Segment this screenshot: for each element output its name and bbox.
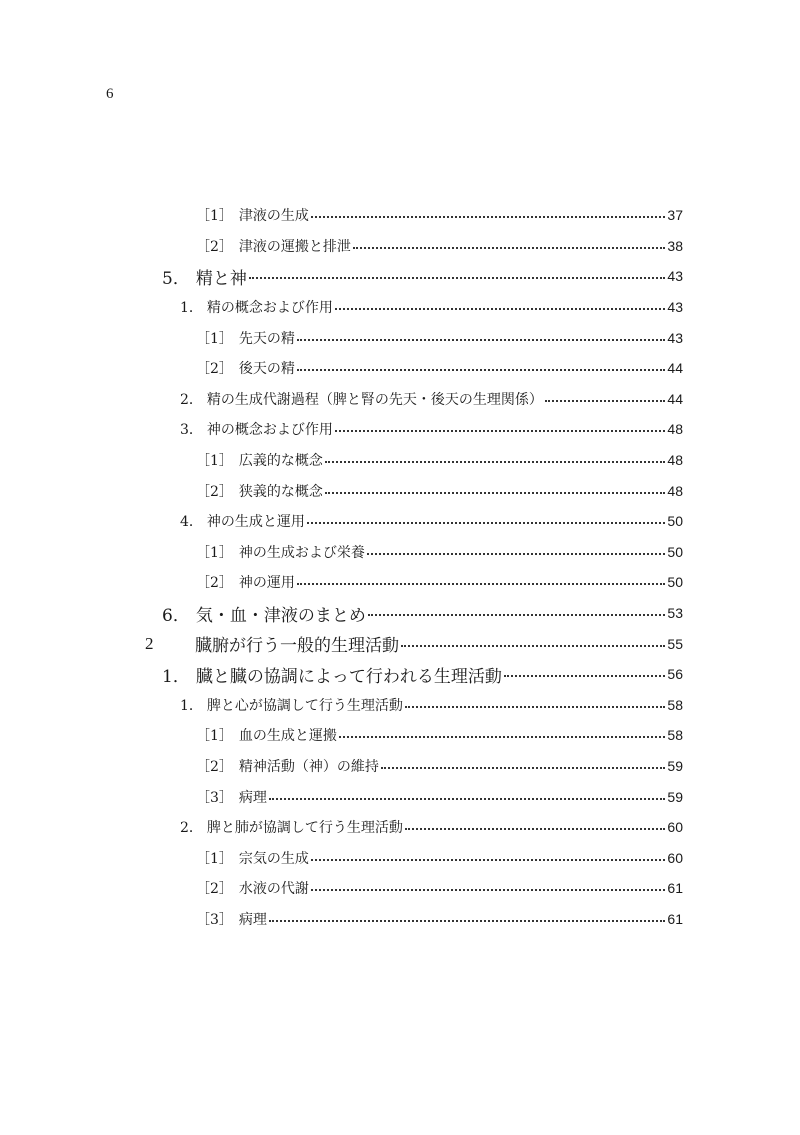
toc-entry-page: 48 — [667, 421, 683, 438]
toc-entry-title: 臓と臓の協調によって行われる生理活動 — [195, 666, 502, 687]
toc-entry-item — [0, 873, 800, 904]
toc-entry-number: 6． — [162, 605, 190, 626]
toc-entry-number: ［3］ — [196, 911, 233, 928]
toc-entry-page: 48 — [667, 482, 683, 499]
toc-entry-page: 43 — [667, 329, 683, 346]
toc-entry-item — [0, 751, 800, 782]
toc-entry-title: 臓腑が行う一般的生理活動 — [195, 636, 399, 657]
toc-entry-title: 精の生成代謝過程（脾と腎の先天・後天の生理関係） — [206, 391, 543, 408]
toc-entry-sub — [0, 292, 800, 323]
toc-entry-number: 5． — [162, 268, 190, 289]
toc-entry-number: 1． — [162, 666, 190, 687]
toc-entry-label — [180, 419, 333, 439]
toc-entry-section — [0, 598, 800, 629]
toc-entry-number: 1． — [180, 697, 203, 714]
toc-entry-title: 広義的な概念 — [238, 453, 323, 470]
toc-entry-number: ［2］ — [196, 361, 233, 378]
toc-entry-page: 37 — [667, 207, 683, 224]
toc-entry-title: 水液の代謝 — [238, 881, 309, 898]
toc-entry-number: ［1］ — [196, 850, 233, 867]
toc-entry-item — [0, 567, 800, 598]
dot-leader — [504, 675, 666, 677]
toc-entry-label — [196, 725, 337, 745]
toc-entry-item — [0, 200, 800, 231]
dot-leader — [339, 736, 666, 738]
toc-entry-page: 60 — [667, 849, 683, 866]
toc-entry-sub — [0, 812, 800, 843]
dot-leader — [353, 247, 666, 249]
toc-entry-item — [0, 445, 800, 476]
toc-entry-number: ［2］ — [196, 575, 233, 592]
toc-entry-page: 58 — [667, 696, 683, 713]
toc-entry-title: 津液の生成 — [238, 208, 309, 225]
toc-entry-label — [180, 511, 305, 531]
toc-entry-label — [196, 848, 309, 868]
toc-entry-page: 44 — [667, 390, 683, 407]
toc-entry-item — [0, 353, 800, 384]
toc-entry-number: ［2］ — [196, 238, 233, 255]
toc-entry-title: 病理 — [238, 911, 267, 928]
toc-entry-page: 59 — [667, 757, 683, 774]
toc-entry-chapter — [0, 628, 800, 659]
toc-entry-number: ［1］ — [196, 208, 233, 225]
toc-entry-page: 38 — [667, 237, 683, 254]
dot-leader — [545, 400, 666, 402]
toc-entry-title: 精神活動（神）の維持 — [238, 758, 379, 775]
toc-entry-label — [196, 328, 295, 348]
dot-leader — [367, 553, 666, 555]
dot-leader — [401, 645, 665, 647]
toc-entry-label — [162, 601, 366, 626]
dot-leader — [335, 430, 666, 432]
toc-entry-title: 先天の精 — [238, 330, 295, 347]
dot-leader — [297, 369, 666, 371]
dot-leader — [381, 767, 666, 769]
dot-leader — [297, 583, 666, 585]
toc-entry-item — [0, 781, 800, 812]
toc-entry-label — [196, 481, 323, 501]
toc-entry-title: 神の概念および作用 — [206, 422, 333, 439]
toc-entry-label — [196, 909, 267, 929]
toc-entry-sub — [0, 506, 800, 537]
dot-leader — [325, 461, 666, 463]
toc-entry-item — [0, 537, 800, 568]
toc-entry-number: 2 — [145, 633, 154, 653]
toc-entry-number: ［3］ — [196, 789, 233, 806]
toc-entry-item — [0, 904, 800, 935]
toc-entry-title: 神の運用 — [238, 575, 295, 592]
dot-leader — [311, 859, 666, 861]
toc-entry-label — [180, 817, 403, 837]
toc-entry-page: 43 — [667, 268, 683, 285]
toc-entry-title: 血の生成と運搬 — [238, 728, 337, 745]
toc-entry-number: ［2］ — [196, 483, 233, 500]
toc-entry-number: ［1］ — [196, 544, 233, 561]
dot-leader — [311, 889, 666, 891]
dot-leader — [269, 920, 666, 922]
toc-entry-title: 後天の精 — [238, 361, 295, 378]
toc-entry-page: 43 — [667, 299, 683, 316]
toc-entry-label — [180, 695, 403, 715]
dot-leader — [249, 277, 666, 279]
toc-entry-number: 1． — [180, 300, 203, 317]
toc-entry-title: 気・血・津液のまとめ — [195, 605, 366, 626]
toc-entry-sub — [0, 384, 800, 415]
toc-entry-label — [196, 358, 295, 378]
toc-entry-section — [0, 659, 800, 690]
toc-entry-sub — [0, 414, 800, 445]
toc-entry-item — [0, 720, 800, 751]
toc-entry-title: 津液の運搬と排泄 — [238, 238, 351, 255]
toc-entry-label — [180, 389, 543, 409]
dot-leader — [325, 492, 666, 494]
toc-entry-title: 病理 — [238, 789, 267, 806]
toc-entry-number: ［1］ — [196, 330, 233, 347]
toc-entry-item — [0, 475, 800, 506]
toc-entry-page: 53 — [667, 605, 683, 622]
toc-entry-page: 61 — [667, 880, 683, 897]
toc-entry-title: 狭義的な概念 — [238, 483, 323, 500]
toc-entry-page: 58 — [667, 727, 683, 744]
toc-entry-label — [196, 450, 323, 470]
toc-entry-label — [196, 205, 309, 225]
toc-entry-label — [196, 878, 309, 898]
toc-entry-page: 44 — [667, 360, 683, 377]
dot-leader — [269, 798, 666, 800]
toc-entry-number: 4． — [180, 514, 203, 531]
toc-entry-label — [180, 297, 333, 317]
toc-entry-number: 2． — [180, 820, 203, 837]
toc-entry-label — [196, 756, 379, 776]
toc-entry-page: 55 — [667, 635, 683, 652]
toc-entry-label — [162, 662, 502, 687]
toc-entry-page: 59 — [667, 788, 683, 805]
toc-entry-page: 60 — [667, 819, 683, 836]
toc-entry-section — [0, 261, 800, 292]
dot-leader — [297, 339, 666, 341]
toc-entry-title: 神の生成と運用 — [206, 514, 305, 531]
toc-entry-label — [145, 631, 399, 656]
toc-entry-sub — [0, 690, 800, 721]
toc-entry-label — [196, 542, 365, 562]
toc-entry-page: 56 — [667, 666, 683, 683]
toc-entry-title: 精の概念および作用 — [206, 300, 333, 317]
dot-leader — [311, 216, 666, 218]
dot-leader — [335, 308, 666, 310]
toc-entry-title: 宗気の生成 — [238, 850, 309, 867]
toc-entry-page: 50 — [667, 513, 683, 530]
toc-entry-page: 50 — [667, 543, 683, 560]
toc-entry-label — [162, 264, 247, 289]
dot-leader — [405, 828, 666, 830]
toc-entry-number: ［2］ — [196, 758, 233, 775]
toc-entry-item — [0, 231, 800, 262]
toc-entry-page: 61 — [667, 910, 683, 927]
toc-entry-number: ［2］ — [196, 881, 233, 898]
toc-entry-title: 脾と心が協調して行う生理活動 — [206, 697, 403, 714]
dot-leader — [405, 706, 666, 708]
toc-entry-title: 脾と肺が協調して行う生理活動 — [206, 820, 403, 837]
toc-entry-label — [196, 572, 295, 592]
toc-entry-label — [196, 787, 267, 807]
toc-entry-number: ［1］ — [196, 728, 233, 745]
toc-entry-page: 50 — [667, 574, 683, 591]
toc-entry-label — [196, 236, 351, 256]
toc-entry-number: ［1］ — [196, 453, 233, 470]
dot-leader — [368, 614, 666, 616]
toc-entry-number: 3． — [180, 422, 203, 439]
toc-entry-item — [0, 322, 800, 353]
toc-entry-page: 48 — [667, 452, 683, 469]
toc-entry-number: 2． — [180, 391, 203, 408]
table-of-contents — [0, 200, 800, 934]
dot-leader — [307, 522, 666, 524]
toc-entry-item — [0, 842, 800, 873]
page-number: 6 — [106, 86, 114, 102]
toc-entry-title: 精と神 — [195, 268, 247, 289]
toc-entry-title: 神の生成および栄養 — [238, 544, 365, 561]
